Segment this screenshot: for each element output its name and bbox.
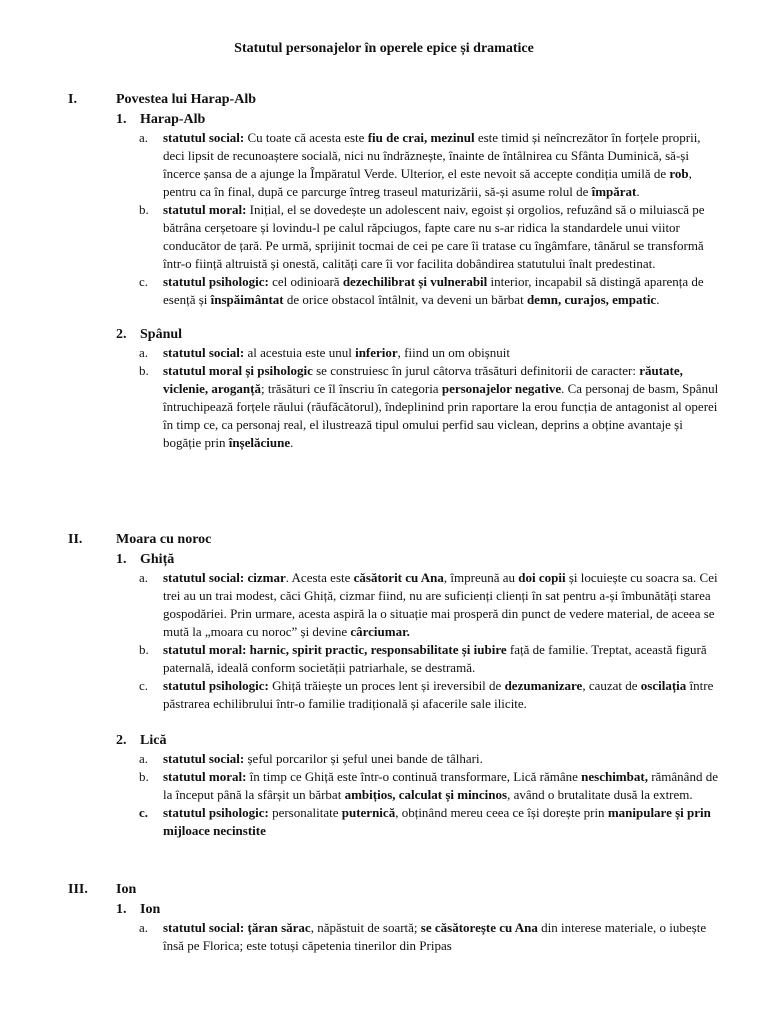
list-item [0, 362, 768, 452]
section-1 [0, 90, 768, 452]
bold-text: personajelor negative [441, 381, 562, 396]
bold-text: înșelăciune [228, 435, 291, 450]
text-run: , cauzat de [582, 678, 641, 693]
list-item [0, 569, 768, 641]
section-3 [0, 880, 768, 955]
bold-text: ambițios, calculat și mincinos [344, 787, 508, 802]
list-item-letter: b. [139, 202, 149, 217]
bold-text: rob [669, 166, 689, 181]
section-heading [0, 90, 768, 110]
list-item-text [163, 129, 722, 201]
list-item [0, 919, 768, 955]
text-run: din interese materiale, o iubește însă pe Florica; este totuși căpetenia tinerilor din Pripas [163, 920, 707, 953]
text-run: . [290, 435, 294, 450]
list-item-letter: c. [139, 805, 149, 820]
subsection-heading [0, 900, 768, 919]
list-item-text [163, 641, 722, 677]
list-item-text [163, 750, 722, 768]
subsection-title: Lică [140, 733, 167, 748]
bold-text: căsătorit cu Ana [353, 570, 444, 585]
text-run: Inițial, el se dovedește un adolescent naiv, egoist și orgolios, refuzând să o miluiască pe bătrâna cerșetoare și lovindu-l pe calul răpciugos, fapte care nu s-ar ridica la standardele unui viitor conducător de țară. Pe urmă, sprijinit tocmai de cei pe care îi tratase cu îngâmfare, tânărul se transformă într-o ființă altruistă și onestă, calități care îi vor facilita dobândirea statutului înalt predestinat. [163, 202, 705, 271]
text-run: . [656, 292, 660, 307]
subsection-heading [0, 550, 768, 569]
bold-text: inferior [355, 345, 398, 360]
bold-text: statutul psihologic: [163, 678, 269, 693]
subsection-1 [0, 110, 768, 309]
subsection-1 [0, 550, 768, 713]
subsection-title: Ion [140, 902, 161, 917]
bold-text: neschimbat, [581, 769, 648, 784]
text-run: cel odinioară [268, 274, 343, 289]
list-item-text [163, 677, 722, 713]
text-run: șeful porcarilor și șeful unei bande de tâlhari. [244, 751, 483, 766]
section-heading [0, 530, 768, 550]
subsection-1 [0, 900, 768, 955]
list-item-text [163, 273, 722, 309]
bold-text: dezechilibrat și vulnerabil [342, 274, 488, 289]
text-run: rămânând de la început până la sfârșit un bărbat [163, 769, 718, 802]
subsection-2 [0, 325, 768, 452]
bold-text: oscilația [640, 678, 687, 693]
list-item-letter: c. [139, 678, 149, 693]
list-item-letter: b. [139, 363, 149, 378]
subsection-number: 2. [116, 327, 127, 342]
list-item [0, 641, 768, 677]
subsection-title: Harap-Alb [140, 112, 206, 127]
subsection-heading [0, 110, 768, 129]
subsection-title: Spânul [140, 327, 183, 342]
text-run: în timp ce Ghiță este într-o continuă transformare, Lică rămâne [246, 769, 582, 784]
text-run: între păstrarea echilibrului într-o familie tradițională și afacerile sale ilicite. [163, 678, 714, 711]
list-item-text [163, 919, 722, 955]
bold-text: dezumanizare [504, 678, 583, 693]
text-run: este timid și neîncrezător în forțele proprii, deci lipsit de recunoaștere socială, nici nu îndrăznește, înainte de întâlnirea cu Sfânta Duminică, să-și încerce șansa de a ajunge la Împăratul Verde. Ulterior, el este nevoit să accepte condiția umilă de [163, 130, 701, 181]
list-item-letter: c. [139, 274, 149, 289]
list-item-text [163, 201, 722, 273]
section-heading [0, 880, 768, 900]
text-run: , împreună au [443, 570, 519, 585]
text-run: , năpăstuit de soartă; [310, 920, 421, 935]
list-item-text [163, 362, 722, 452]
text-run: interior, incapabil să distingă aparența de esență și [163, 274, 704, 307]
section-roman-numeral: II. [68, 532, 83, 547]
list-item [0, 201, 768, 273]
subsection-number: 1. [116, 552, 127, 567]
section-roman-numeral: I. [68, 92, 77, 107]
subsection-number: 1. [116, 112, 127, 127]
bold-text: se căsătorește cu Ana [420, 920, 538, 935]
subsection-heading [0, 731, 768, 750]
list-item [0, 677, 768, 713]
bold-text: statutul psihologic: [163, 274, 269, 289]
text-run: al acestuia este unul [244, 345, 356, 360]
text-run: ; trăsături ce îl înscriu în categoria [260, 381, 442, 396]
bold-text: răutate, viclenie, aroganță [163, 363, 683, 396]
text-run: se construiesc în jurul câtorva trăsături definitorii de caracter: [312, 363, 640, 378]
bold-text: statutul social: [163, 130, 245, 145]
section-title: Povestea lui Harap-Alb [116, 92, 256, 107]
list-item-text [163, 569, 722, 641]
text-run: . [636, 184, 640, 199]
text-run: față de familie. Treptat, această figură paternală, ideală conform societății patriarhale, se destramă. [163, 642, 707, 675]
subsection-heading [0, 325, 768, 344]
bold-text: doi copii [518, 570, 566, 585]
text-run: , fiind un om obișnuit [397, 345, 510, 360]
bold-text: statutul moral: harnic, spirit practic, responsabilitate și iubire [163, 642, 507, 657]
bold-text: cârciumar. [350, 624, 410, 639]
bold-text: statutul social: [163, 345, 245, 360]
bold-text: statutul psihologic: [163, 805, 269, 820]
list-item [0, 273, 768, 309]
list-item [0, 804, 768, 840]
bold-text: manipulare și prin mijloace necinstite [163, 805, 711, 838]
bold-text: statutul moral: [163, 769, 247, 784]
list-item [0, 750, 768, 768]
list-item [0, 344, 768, 362]
list-item-letter: a. [139, 570, 149, 585]
text-run: Cu toate că acesta este [244, 130, 368, 145]
list-item-letter: a. [139, 920, 149, 935]
bold-text: statutul moral: [163, 202, 247, 217]
subsection-number: 1. [116, 902, 127, 917]
text-run: , obținând mereu ceea ce își dorește prin [395, 805, 608, 820]
list-item-letter: a. [139, 130, 149, 145]
bold-text: împărat [591, 184, 637, 199]
section-title: Moara cu noroc [116, 532, 212, 547]
text-run: , pentru ca în final, după ce parcurge întreg traseul maturizării, să-și asume rolul de [163, 166, 692, 199]
text-run: . Ca personaj de basm, Spânul întruchipează forțele răului (răufăcătorul), îndeplinind prin raportare la erou funcția de antagonist al operei în timp ce, ca personaj real, el ilustrează tipul omului perfid sau viclean, deprins a obține avantaje și bogăție prin [163, 381, 719, 450]
list-item [0, 129, 768, 201]
bold-text: înspăimântat [210, 292, 284, 307]
section-roman-numeral: III. [68, 882, 88, 897]
bold-text: statutul social: [163, 751, 245, 766]
text-run: de orice obstacol întâlnit, va deveni un bărbat [283, 292, 527, 307]
text-run: Ghiță trăiește un proces lent și ireversibil de [268, 678, 505, 693]
bold-text: puternică [341, 805, 396, 820]
subsection-title: Ghiță [140, 552, 175, 567]
list-item-text [163, 804, 722, 840]
list-item-letter: b. [139, 642, 149, 657]
list-item-letter: a. [139, 751, 149, 766]
document-title: Statutul personajelor în operele epice și dramatice [234, 41, 534, 56]
subsection-2 [0, 731, 768, 840]
bold-text: fiu de crai, mezinul [367, 130, 475, 145]
list-item-text [163, 768, 722, 804]
text-run: . Acesta este [285, 570, 354, 585]
text-run: și locuiește cu soacra sa. Cei trei au un trai modest, căci Ghiță, cizmar fiind, nu are suficienți clienți în sat pentru a-și îmbunătăți starea gospodăriei. Prin urmare, acesta aspiră la o situație mai prosperă din punct de vedere material, de aceea se mută la „moara cu noroc” și devine [163, 570, 718, 639]
bold-text: statutul moral și psihologic [163, 363, 313, 378]
bold-text: demn, curajos, empatic [526, 292, 657, 307]
text-run: personalitate [268, 805, 342, 820]
bold-text: statutul social: cizmar [163, 570, 286, 585]
list-item-letter: b. [139, 769, 149, 784]
text-run: , având o brutalitate dusă la extrem. [507, 787, 693, 802]
list-item-text [163, 344, 722, 362]
bold-text: statutul social: țăran sărac [163, 920, 311, 935]
section-title: Ion [116, 882, 137, 897]
list-item-letter: a. [139, 345, 149, 360]
section-2 [0, 530, 768, 840]
list-item [0, 768, 768, 804]
subsection-number: 2. [116, 733, 127, 748]
